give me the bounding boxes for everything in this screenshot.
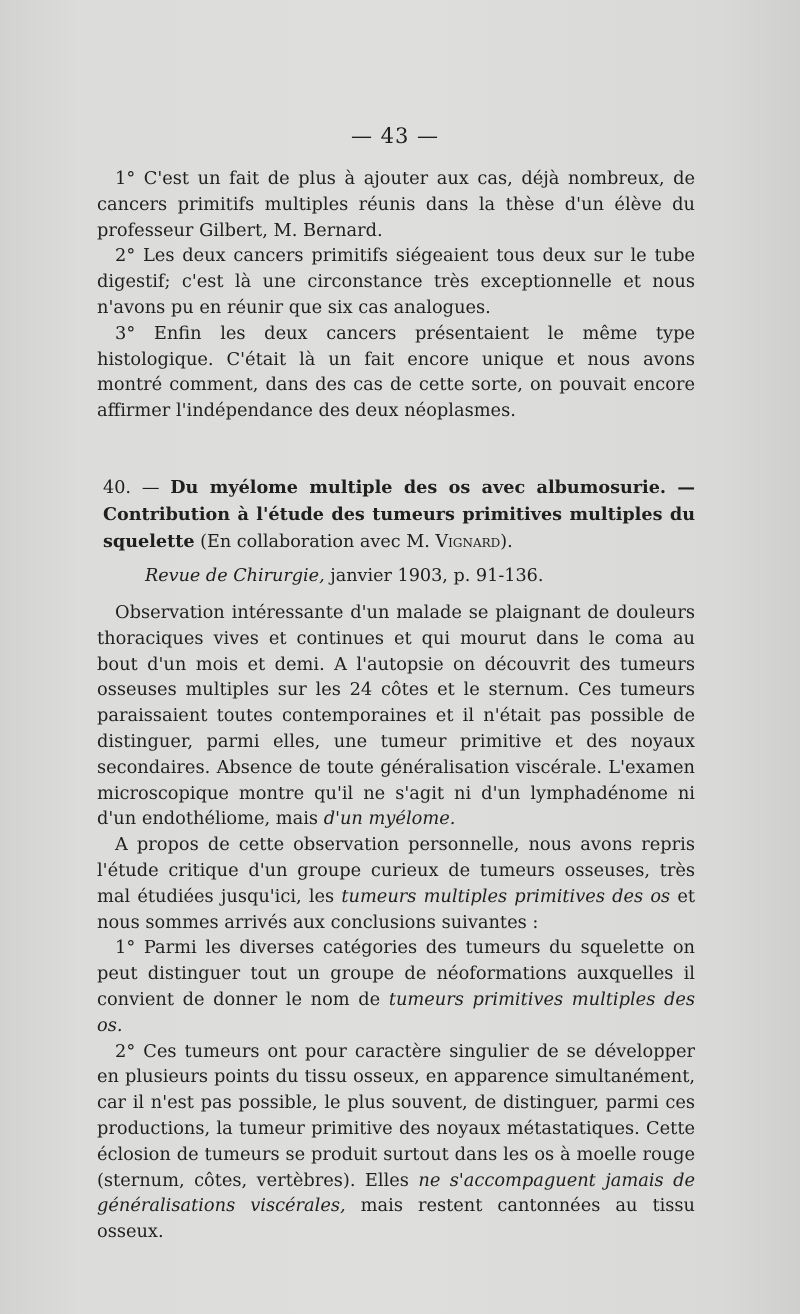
point-2-text-after: mais restent cantonnées au tissu osseux. xyxy=(97,1195,695,1243)
conclusions-block xyxy=(97,166,695,424)
abstract-block xyxy=(97,600,695,1245)
bibliography-entry xyxy=(103,475,695,555)
observation-emphasis: d'un myélome. xyxy=(323,808,456,830)
entry-number: 40. xyxy=(103,478,131,498)
page-number: — 43 — xyxy=(350,124,440,148)
point-1-text: 1° Parmi les diverses catégories des tumeurs du squelette on peut distinguer tout un groupe de néoformations auxquelles il convient de donner le nom de xyxy=(97,937,695,1010)
point-1-emphasis: tumeurs primitives multiples des os. xyxy=(97,988,695,1036)
point-2-emphasis: ne s'accompaguent jamais de généralisations viscérales, xyxy=(97,1169,695,1217)
study-text-before: A propos de cette observation personnelle, nous avons repris l'étude critique d'un groupe curieux de tumeurs osseuses, très mal étudiées jusqu'ici, les xyxy=(97,834,695,907)
entry-collab-name: Vignard xyxy=(435,531,501,552)
entry-collab-suffix: ). xyxy=(500,531,513,552)
study-paragraph xyxy=(97,832,695,935)
entry-dash: — xyxy=(141,478,160,498)
observation-paragraph xyxy=(97,600,695,832)
conclusion-2: 2° Les deux cancers primitifs siégeaient tous deux sur le tube digestif; c'est là une circonstance très exceptionnelle et nous n'avons pu en réunir que six cas analogues. xyxy=(97,245,695,318)
entry-collab-prefix: (En collaboration avec M. xyxy=(194,531,436,552)
journal-name: Revue de Chirurgie, xyxy=(145,566,325,586)
study-text-after: et nous sommes arrivés aux conclusions suivantes : xyxy=(97,885,695,933)
entry-title: Du myélome multiple des os avec albumosurie. — Contribution à l'étude des tumeurs primitives multiples du squelette xyxy=(103,477,696,552)
point-2-text: 2° Ces tumeurs ont pour caractère singulier de se développer en plusieurs points du tissu osseux, en apparence simultanément, car il n'est pas possible, le plus souvent, de distinguer, parmi ces productions, la tumeur primitive des noyaux métastatiques. Cette éclosion de tumeurs se produit surtout dans les os à moelle rouge (sternum, côtes, vertèbres). Elles xyxy=(97,1040,695,1191)
point-1 xyxy=(97,935,695,1038)
citation xyxy=(145,566,543,586)
conclusion-3: 3° Enfin les deux cancers présentaient le même type histologique. C'était là un fait encore unique et nous avons montré comment, dans des cas de cette sorte, on pouvait encore affirmer l'indépendance des deux néoplasmes. xyxy=(97,322,695,422)
citation-details: janvier 1903, p. 91-136. xyxy=(324,566,544,586)
study-emphasis: tumeurs multiples primitives des os xyxy=(341,885,671,907)
point-2 xyxy=(97,1039,695,1245)
conclusion-1: 1° C'est un fait de plus à ajouter aux cas, déjà nombreux, de cancers primitifs multiples réunis dans la thèse d'un élève du professeur Gilbert, M. Bernard. xyxy=(97,168,695,241)
observation-text: Observation intéressante d'un malade se plaignant de douleurs thoraciques vives et continues et qui mourut dans le coma au bout d'un mois et demi. A l'autopsie on découvrit des tumeurs osseuses multiples sur les 24 côtes et le sternum. Ces tumeurs paraissaient toutes contemporaines et il n'était pas possible de distinguer, parmi elles, une tumeur primitive et des noyaux secondaires. Absence de toute généralisation viscérale. L'examen microscopique montre qu'il ne s'agit ni d'un lymphadénome ni d'un endothéliome, mais xyxy=(97,602,695,830)
entry-text xyxy=(103,475,695,555)
